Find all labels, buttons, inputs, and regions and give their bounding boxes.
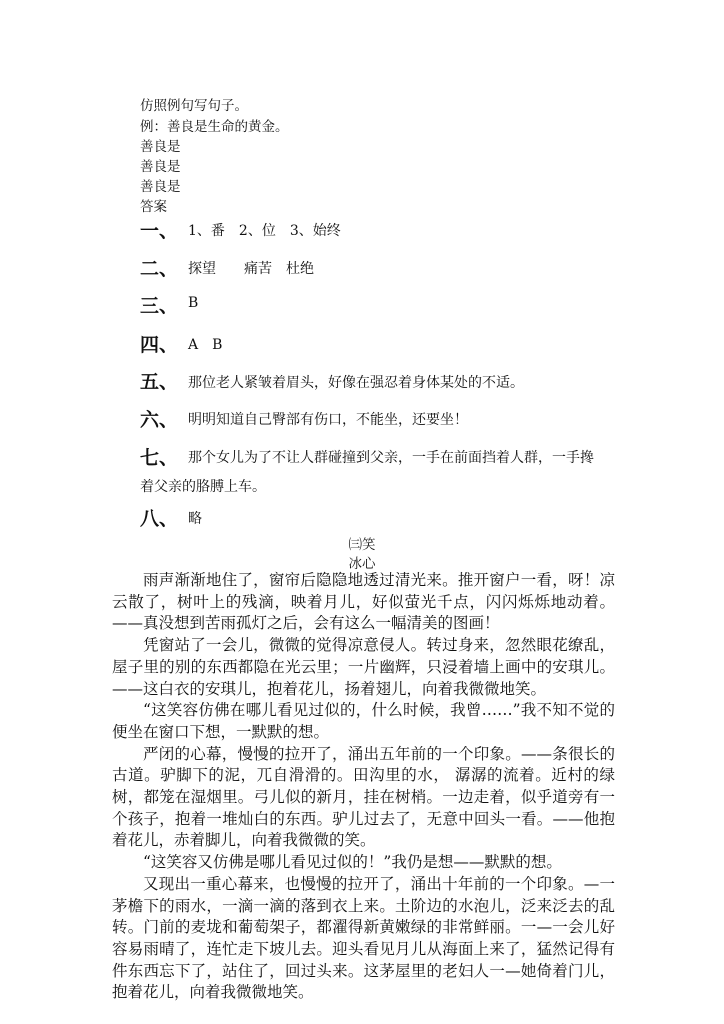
answer-number: 一、 <box>140 220 179 242</box>
passage-paragraph: “这笑容又仿佛是哪儿看见过似的！”我仍是想——默默的想。 <box>143 853 562 872</box>
answer-heading: 答案 <box>140 199 167 215</box>
exercise-blank-3: 善良是 <box>140 179 181 195</box>
answer-text: 明明知道自己臀部有伤口，不能坐，还要坐！ <box>188 412 468 428</box>
exercise-blank-1: 善良是 <box>140 139 181 155</box>
answer-number: 六、 <box>140 409 179 431</box>
answer-text: 略 <box>188 511 202 527</box>
passage-paragraph: 严闭的心幕，慢慢的拉开了，涌出五年前的一个印象。——条很长的古道。驴脚下的泥，兀自滑滑的。田沟里的水， 潺潺的流着。近村的绿树，都笼在湿烟里。弓儿似的新月，挂在树梢。一边走着，似乎道旁有一个孩子，抱着一堆灿白的东西。驴儿过去了，无意中回头一看。——他抱着花儿，赤着脚儿，向着我微微的笑。 <box>112 744 615 850</box>
answer-number: 四、 <box>140 334 179 356</box>
passage-title: ㈢笑 <box>348 537 376 553</box>
answer-number: 三、 <box>140 295 179 317</box>
exercise-instruction: 仿照例句写句子。 <box>140 98 248 114</box>
answer-text: A B <box>188 337 223 353</box>
exercise-example: 例：善良是生命的黄金。 <box>140 119 289 135</box>
answer-text: 那位老人紧皱着眉头，好像在强忍着身体某处的不适。 <box>188 375 524 391</box>
passage-author: 冰心 <box>348 556 376 572</box>
answer-number: 二、 <box>140 258 179 280</box>
exercise-blank-2: 善良是 <box>140 159 181 175</box>
passage-paragraph: 又现出一重心幕来，也慢慢的拉开了，涌出十年前的一个印象。—一茅檐下的雨水，一滴一滴的落到衣上来。土阶边的水泡儿，泛来泛去的乱转。门前的麦垅和葡萄架子，都濯得新黄嫩绿的非常鲜丽。一—一会儿好容易雨晴了，连忙走下坡儿去。迎头看见月儿从海面上来了，猛然记得有件东西忘下了，站住了，回过头来。这茅屋里的老妇人一—她倚着门儿，抱着花儿，向着我微微地笑。 <box>112 874 615 1002</box>
answer-text: 那个女儿为了不让人群碰撞到父亲，一手在前面挡着人群，一手搀 <box>188 450 594 466</box>
answer-number: 五、 <box>140 371 179 393</box>
answer-text: B <box>188 295 199 311</box>
answer-text: 1、番 2、位 3、始终 <box>188 223 341 239</box>
answer-text: 探望 痛苦 杜绝 <box>188 261 314 277</box>
passage-paragraph: “这笑容仿佛在哪儿看见过似的，什么时候，我曾……”我不知不觉的便坐在窗口下想，一默默的想。 <box>112 701 615 741</box>
passage-paragraph: 雨声渐渐地住了，窗帘后隐隐地透过清光来。推开窗户一看，呀！凉云散了，树叶上的残滴，映着月儿，好似萤光千点，闪闪烁烁地动着。——真没想到苦雨孤灯之后，会有这么一幅清美的图画！ <box>112 571 615 633</box>
answer-text-continued: 着父亲的胳膊上车。 <box>140 479 266 495</box>
passage-body <box>112 570 615 1004</box>
answer-number: 七、 <box>140 447 179 469</box>
passage-paragraph: 凭窗站了一会儿，微微的觉得凉意侵人。转过身来，忽然眼花缭乱，屋子里的别的东西都隐在光云里；一片幽辉，只浸着墙上画中的安琪儿。——这白衣的安琪儿，抱着花儿，扬着翅儿，向着我微微地笑。 <box>112 636 615 698</box>
answer-number: 八、 <box>140 508 179 530</box>
